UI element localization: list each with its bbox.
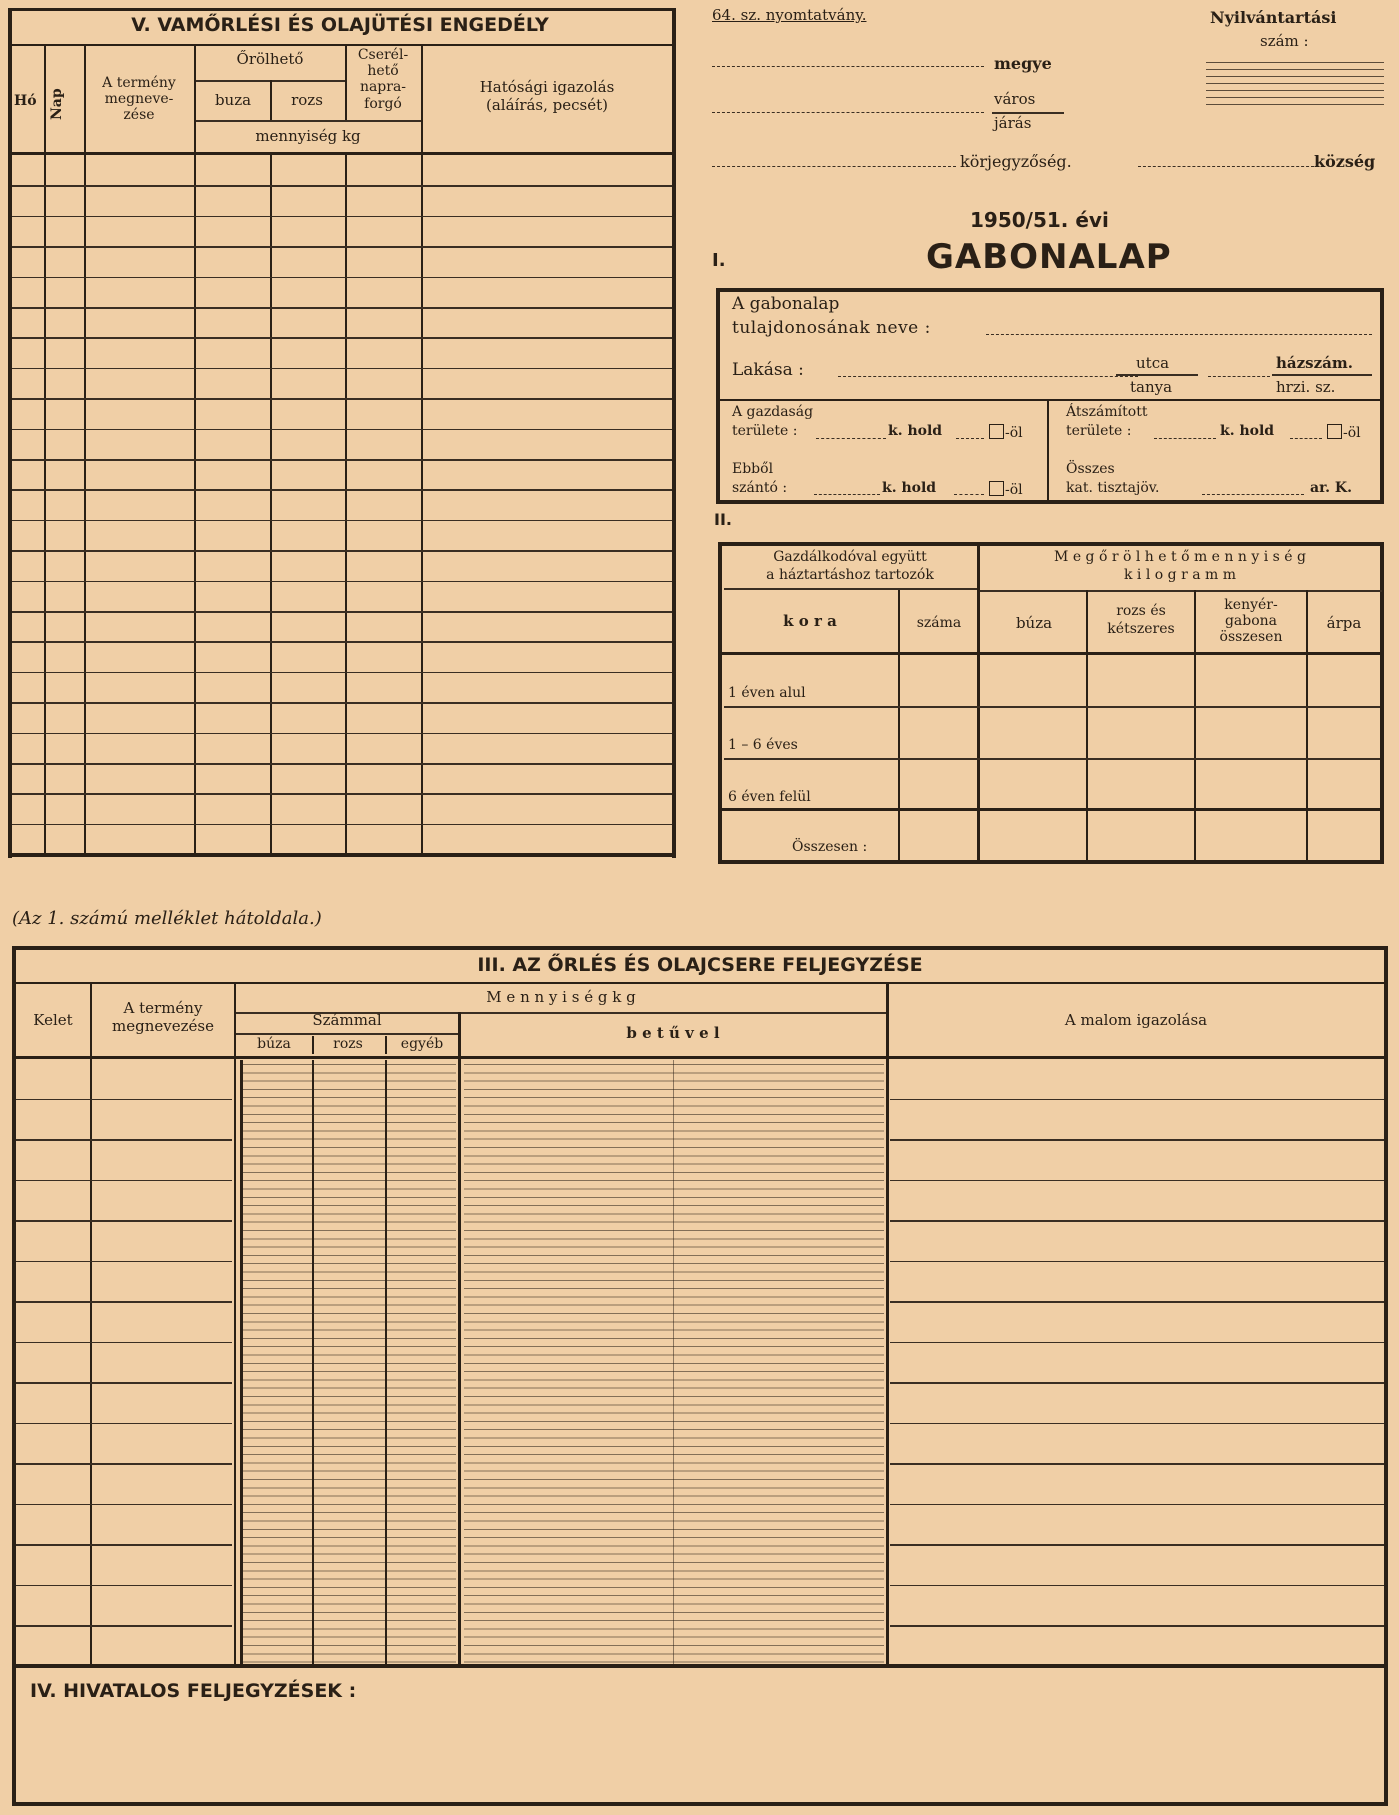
col-termeny-2: megneve- bbox=[104, 91, 174, 107]
table-row-line bbox=[12, 459, 672, 461]
col-termeny-1: A termény bbox=[102, 75, 176, 91]
col-ho: Hó bbox=[14, 93, 37, 109]
kozseg-label: község bbox=[1314, 152, 1376, 171]
table-row-line bbox=[890, 1585, 1384, 1587]
malom-label: A malom igazolása bbox=[1064, 1011, 1208, 1029]
table-row-line bbox=[16, 1180, 232, 1182]
col-buza: buza bbox=[214, 91, 252, 109]
osszes-label-2: kat. tisztajöv. bbox=[1066, 480, 1160, 496]
nyilvantartasi-label: Nyilvántartási bbox=[1210, 8, 1337, 27]
row-1-label: 1 éven alul bbox=[728, 685, 806, 701]
square-icon bbox=[1327, 424, 1342, 439]
hivatalos-notes-field[interactable] bbox=[20, 1710, 1380, 1800]
hazszam-field[interactable] bbox=[1208, 376, 1270, 377]
szammal-ruled-area[interactable] bbox=[240, 1064, 456, 1664]
table-row-line bbox=[890, 1423, 1384, 1425]
row-3-label: 6 éven felül bbox=[728, 789, 811, 805]
atszamitott-khold-label: k. hold bbox=[1220, 423, 1275, 439]
col-rozs: rozs bbox=[291, 91, 323, 109]
table-row-line bbox=[16, 1342, 232, 1344]
table-row-line bbox=[16, 1099, 232, 1101]
table-row-line bbox=[16, 1382, 232, 1384]
table-row-line bbox=[16, 1463, 232, 1465]
table-row-line bbox=[12, 581, 672, 583]
gazdasag-khold-field[interactable] bbox=[816, 438, 886, 439]
lakasa-field[interactable] bbox=[838, 376, 1138, 377]
table-row-line bbox=[16, 1301, 232, 1303]
table-row-line bbox=[12, 368, 672, 370]
table-row-line bbox=[12, 641, 672, 643]
table-row-line bbox=[12, 702, 672, 704]
table-row-line bbox=[12, 246, 672, 248]
table-row-line bbox=[890, 1625, 1384, 1627]
table-row-line bbox=[12, 307, 672, 309]
atszamitott-ol-field[interactable] bbox=[1290, 438, 1322, 439]
section-3-title: III. AZ ŐRLÉS ÉS OLAJCSERE FELJEGYZÉSE bbox=[477, 954, 923, 976]
s3-buza-label: búza bbox=[257, 1036, 291, 1052]
gazd-label-1: Gazdálkodóval együtt bbox=[773, 549, 927, 565]
table-row-line bbox=[12, 489, 672, 491]
ebbol-label-2: szántó : bbox=[732, 480, 788, 496]
table-row-line bbox=[12, 611, 672, 613]
szanto-ol-label bbox=[988, 481, 1023, 497]
kora-label: k o r a bbox=[783, 612, 837, 630]
table-row-line bbox=[890, 1301, 1384, 1303]
table-row-line bbox=[12, 793, 672, 795]
table-row-line bbox=[12, 824, 672, 826]
szam-label: szám : bbox=[1260, 32, 1309, 50]
gazdasag-ol-label bbox=[988, 424, 1023, 440]
table-row-line bbox=[12, 763, 672, 765]
szama-label: száma bbox=[916, 615, 962, 631]
square-icon bbox=[989, 481, 1004, 496]
varos-label: város bbox=[994, 90, 1036, 108]
szanto-khold-label: k. hold bbox=[882, 480, 937, 496]
table-row-line bbox=[890, 1382, 1384, 1384]
table-row-line bbox=[890, 1504, 1384, 1506]
nyilvantartasi-number-field[interactable] bbox=[1206, 62, 1384, 106]
table-row-line bbox=[16, 1220, 232, 1222]
szanto-ol-field[interactable] bbox=[954, 494, 984, 495]
col-cserelheto-3: napra- bbox=[359, 79, 407, 95]
megorolheto-label-2: k i l o g r a m m bbox=[1123, 567, 1237, 583]
kenyer-label-2: gabona bbox=[1224, 613, 1278, 629]
table-row-line bbox=[16, 1585, 232, 1587]
total-label: Összesen : bbox=[792, 839, 868, 855]
arpa-label: árpa bbox=[1326, 614, 1362, 632]
col-mennyiseg: mennyiség kg bbox=[255, 127, 361, 145]
atszamitott-label-1: Átszámított bbox=[1066, 404, 1148, 420]
table-row-line bbox=[12, 520, 672, 522]
table-row-line bbox=[16, 1423, 232, 1425]
table-row-line bbox=[12, 216, 672, 218]
betuvel-label: b e t ű v e l bbox=[626, 1024, 720, 1042]
s3-egyeb-label: egyéb bbox=[400, 1036, 444, 1052]
table-row-line bbox=[890, 1463, 1384, 1465]
atszamitott-label-2: területe : bbox=[1066, 423, 1132, 439]
hazszam-label: házszám. bbox=[1276, 354, 1353, 372]
kelet-label: Kelet bbox=[33, 1011, 73, 1029]
megye-label: megye bbox=[994, 54, 1052, 73]
col-termeny-3: zése bbox=[123, 107, 155, 123]
square-icon bbox=[989, 424, 1004, 439]
ebbol-label-1: Ebből bbox=[732, 461, 774, 477]
s3-rozs-label: rozs bbox=[333, 1036, 363, 1052]
osszes-label-1: Összes bbox=[1066, 461, 1115, 477]
megorolheto-label-1: M e g ő r ö l h e t ő m e n n y i s é g bbox=[1054, 549, 1306, 565]
termeny-label-1: A termény bbox=[123, 999, 203, 1017]
kenyer-label-3: összesen bbox=[1219, 629, 1283, 645]
table-row-line bbox=[890, 1544, 1384, 1546]
table-row-line bbox=[12, 672, 672, 674]
col-cserelheto-1: Cserél- bbox=[357, 47, 409, 63]
rozs-label-1: rozs és bbox=[1116, 603, 1166, 619]
page-title: GABONALAP bbox=[926, 237, 1172, 277]
col-orolheto: Őrölhető bbox=[236, 50, 304, 68]
table-row-line bbox=[12, 277, 672, 279]
lakasa-label: Lakása : bbox=[732, 360, 804, 380]
ar-k-label: ar. K. bbox=[1310, 480, 1352, 496]
table-row-line bbox=[16, 1544, 232, 1546]
table-row-line bbox=[890, 1180, 1384, 1182]
table-row-line bbox=[890, 1139, 1384, 1141]
form-number: 64. sz. nyomtatvány. bbox=[712, 6, 867, 24]
szammal-label: Számmal bbox=[312, 1011, 382, 1029]
jaras-label: járás bbox=[994, 114, 1032, 132]
gazd-label-2: a háztartáshoz tartozók bbox=[766, 567, 934, 583]
table-row-line bbox=[16, 1625, 232, 1627]
section-5-title: V. VAMŐRLÉSI ÉS OLAJÜTÉSI ENGEDÉLY bbox=[131, 14, 549, 36]
table-row-line bbox=[890, 1099, 1384, 1101]
osszes-field[interactable] bbox=[1202, 494, 1304, 495]
table-row-line bbox=[12, 550, 672, 552]
atszamitott-ol-label bbox=[1326, 424, 1361, 440]
col-hatosagi-2: (aláírás, pecsét) bbox=[485, 96, 608, 114]
szanto-khold-field[interactable] bbox=[814, 494, 880, 495]
col-hatosagi-1: Hatósági igazolás bbox=[479, 78, 615, 96]
table-row-line bbox=[16, 1261, 232, 1263]
table-row-line bbox=[16, 1504, 232, 1506]
table-row-line bbox=[12, 185, 672, 187]
table-row-line bbox=[890, 1220, 1384, 1222]
col-cserelheto-2: hető bbox=[367, 63, 399, 79]
gazdasag-ol-unit: -öl bbox=[1005, 425, 1023, 441]
table-row-line bbox=[12, 337, 672, 339]
row-2-label: 1 – 6 éves bbox=[728, 737, 798, 753]
szanto-ol-unit: -öl bbox=[1005, 482, 1023, 498]
buza-label: búza bbox=[1015, 614, 1053, 632]
year-label: 1950/51. évi bbox=[970, 208, 1109, 232]
hrzi-label: hrzi. sz. bbox=[1276, 378, 1336, 396]
table-row-line bbox=[12, 733, 672, 735]
table-row-line bbox=[16, 1139, 232, 1141]
gazdasag-khold-label: k. hold bbox=[888, 423, 943, 439]
gazdasag-label-1: A gazdaság bbox=[732, 404, 814, 420]
utca-label: utca bbox=[1136, 354, 1170, 372]
owner-label-1: A gabonalap bbox=[732, 294, 840, 314]
table-row-line bbox=[12, 398, 672, 400]
owner-name-field[interactable] bbox=[986, 334, 1372, 335]
attachment-note: (Az 1. számú melléklet hátoldala.) bbox=[12, 908, 322, 929]
gazdasag-label-2: területe : bbox=[732, 423, 798, 439]
atszamitott-khold-field[interactable] bbox=[1154, 438, 1216, 439]
table-row-line bbox=[12, 429, 672, 431]
atszamitott-ol-unit: -öl bbox=[1343, 425, 1361, 441]
termeny-label-2: megnevezése bbox=[112, 1017, 214, 1035]
section-4-title: IV. HIVATALOS FELJEGYZÉSEK : bbox=[30, 1680, 357, 1702]
tanya-label: tanya bbox=[1130, 378, 1173, 396]
korjegyzoseg-label: körjegyzőség. bbox=[960, 152, 1072, 171]
mennyiseg-label: M e n n y i s é g k g bbox=[486, 988, 636, 1006]
col-nap: Nap bbox=[49, 88, 65, 120]
section-2-label: II. bbox=[714, 510, 732, 529]
col-cserelheto-4: forgó bbox=[364, 96, 402, 112]
rozs-label-2: kétszeres bbox=[1107, 621, 1175, 637]
owner-label-2: tulajdonosának neve : bbox=[732, 318, 931, 338]
kenyer-label-1: kenyér- bbox=[1224, 597, 1278, 613]
table-row-line bbox=[890, 1261, 1384, 1263]
table-row-line bbox=[890, 1342, 1384, 1344]
gazdasag-ol-field[interactable] bbox=[956, 438, 984, 439]
betuvel-ruled-area[interactable] bbox=[464, 1064, 884, 1664]
section-1-label: I. bbox=[712, 250, 726, 271]
